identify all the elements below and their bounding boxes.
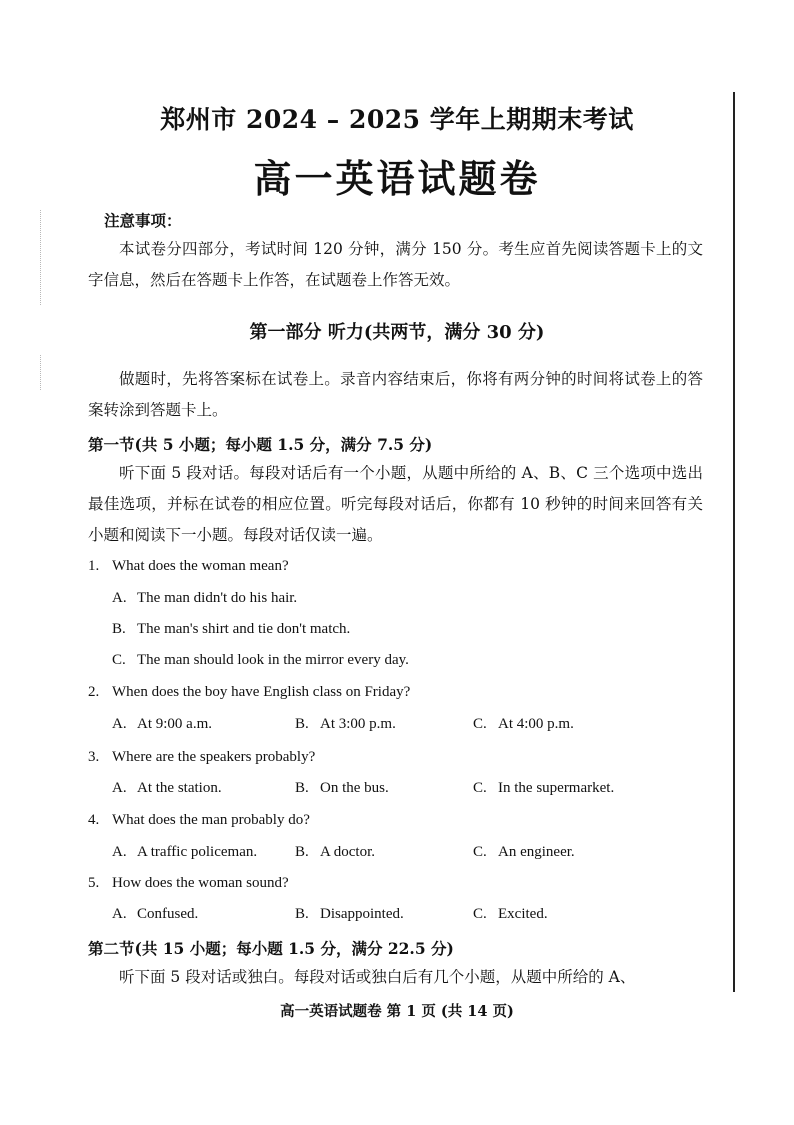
option-text: In the supermarket.	[498, 780, 615, 796]
binding-dots	[40, 210, 42, 305]
question-stem	[88, 812, 310, 829]
option	[112, 621, 350, 638]
option-text: At 3:00 p.m.	[320, 716, 396, 732]
option	[473, 906, 548, 923]
page-footer: 高一英语试题卷 第 1 页 (共 14 页)	[280, 1003, 514, 1020]
paper-title: 高一英语试题卷	[253, 156, 541, 201]
question-stem	[88, 875, 289, 892]
option-text: Confused.	[137, 906, 199, 922]
option	[112, 780, 222, 797]
option	[295, 780, 389, 797]
option	[112, 716, 212, 733]
section2-heading: 第二节(共 15 小题；每小题 1.5 分，满分 22.5 分)	[88, 939, 454, 958]
section2-instructions: 听下面 5 段对话或独白。每段对话或独白后有几个小题，从题中所给的 A、	[119, 968, 636, 986]
option	[112, 906, 198, 923]
question-number: 4.	[88, 812, 100, 828]
option-letter: B.	[112, 621, 126, 637]
option-text: Disappointed.	[320, 906, 404, 922]
binding-dots	[40, 355, 42, 390]
option	[473, 716, 574, 733]
notice-heading: 注意事项：	[104, 211, 182, 230]
option-letter: A.	[112, 844, 127, 860]
option-letter: A.	[112, 780, 127, 796]
option-letter: B.	[295, 906, 309, 922]
option-letter: A.	[112, 716, 127, 732]
option	[295, 844, 375, 861]
option-letter: C.	[473, 780, 487, 796]
option-text: On the bus.	[320, 780, 389, 796]
option-text: The man didn't do his hair.	[137, 590, 298, 606]
option	[473, 844, 575, 861]
part1-instructions: 做题时，先将答案标在试卷上。录音内容结束后，你将有两分钟的时间将试卷上的答案转涂到答题卡上。	[88, 370, 703, 419]
option-letter: B.	[295, 716, 309, 732]
option-text: At 9:00 a.m.	[137, 716, 212, 732]
option-letter: A.	[112, 906, 127, 922]
option-letter: C.	[473, 844, 487, 860]
option-text: An engineer.	[498, 844, 575, 860]
option-letter: B.	[295, 844, 309, 860]
option-text: Excited.	[498, 906, 548, 922]
option	[112, 844, 257, 861]
option-letter: A.	[112, 590, 127, 606]
option	[473, 780, 614, 797]
option-letter: C.	[112, 652, 126, 668]
question-text: What does the woman mean?	[112, 558, 289, 574]
option-letter: B.	[295, 780, 309, 796]
question-number: 3.	[88, 749, 100, 765]
option-text: A traffic policeman.	[137, 844, 258, 860]
option-letter: C.	[473, 716, 487, 732]
question-stem	[88, 684, 410, 701]
question-text: What does the man probably do?	[112, 812, 310, 828]
option	[112, 652, 409, 669]
question-text: When does the boy have English class on Friday?	[112, 684, 411, 700]
option-letter: C.	[473, 906, 487, 922]
notice-text: 本试卷分四部分，考试时间 120 分钟，满分 150 分。考生应首先阅读答题卡上的文字信息，然后在答题卡上作答，在试题卷上作答无效。	[88, 240, 703, 289]
margin-rule	[733, 92, 735, 992]
section1-heading: 第一节(共 5 小题；每小题 1.5 分，满分 7.5 分)	[88, 435, 433, 454]
question-stem	[88, 749, 315, 766]
option-text: At the station.	[137, 780, 222, 796]
question-number: 2.	[88, 684, 100, 700]
question-number: 5.	[88, 875, 100, 891]
option	[295, 906, 404, 923]
option-text: At 4:00 p.m.	[498, 716, 574, 732]
option	[295, 716, 396, 733]
part1-heading: 第一部分 听力(共两节，满分 30 分)	[249, 322, 545, 343]
option-text: The man's shirt and tie don't match.	[137, 621, 351, 637]
question-text: How does the woman sound?	[112, 875, 289, 891]
option	[112, 590, 297, 607]
question-number: 1.	[88, 558, 100, 574]
question-text: Where are the speakers probably?	[112, 749, 316, 765]
question-stem	[88, 558, 289, 575]
option-text: A doctor.	[320, 844, 375, 860]
option-text: The man should look in the mirror every day.	[137, 652, 409, 668]
exam-title: 郑州市 2024 – 2025 学年上期期末考试	[160, 105, 634, 134]
section1-instructions: 听下面 5 段对话。每段对话后有一个小题，从题中所给的 A、B、C 三个选项中选出最佳选项，并标在试卷的相应位置。听完每段对话后，你都有 10 秒钟的时间来回答有关小题和阅读下一小题。每段对话仅读一遍。	[88, 464, 703, 544]
